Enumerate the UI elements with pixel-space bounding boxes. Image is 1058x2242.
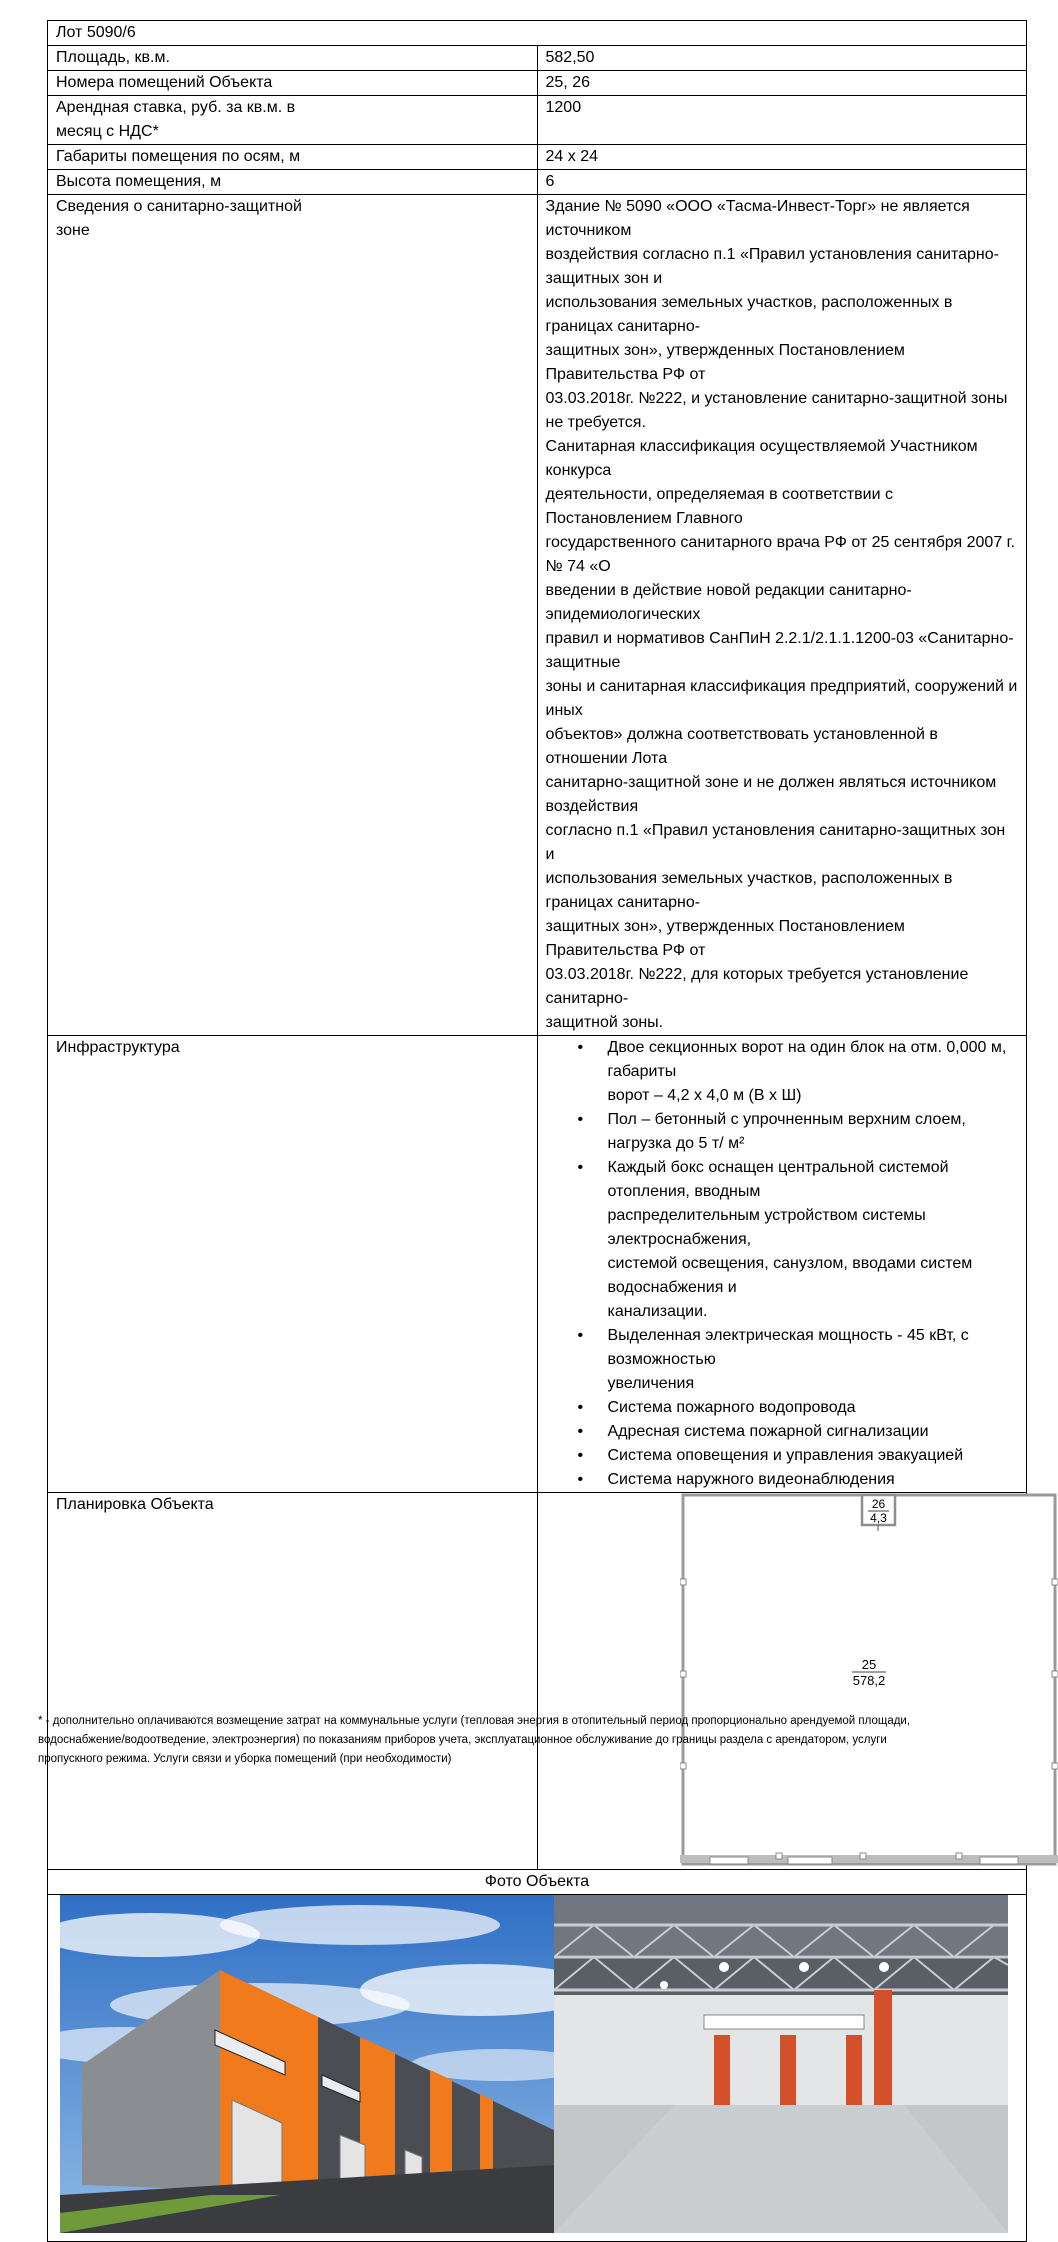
sanitary-line: Здание № 5090 «ООО «Тасма-Инвест-Торг» не является источником bbox=[546, 195, 1019, 243]
exterior-photo-image bbox=[60, 1895, 554, 2233]
infra-item bbox=[608, 1420, 1019, 1444]
interior-photo-image bbox=[554, 1895, 1008, 2233]
infra-item bbox=[608, 1156, 1019, 1324]
infra-list bbox=[546, 1036, 1019, 1492]
sanitary-line: 03.03.2018г. №222, и установление санитарно-защитной зоны не требуется. bbox=[546, 387, 1019, 435]
footnote-line: пропускного режима. Услуги связи и уборка помещений (при необходимости) bbox=[38, 1750, 1036, 1769]
sanitary-row bbox=[48, 195, 1027, 1036]
sanitary-line: правил и нормативов СанПиН 2.2.1/2.1.1.1200-03 «Санитарно-защитные bbox=[546, 627, 1019, 675]
column-mark bbox=[1052, 1579, 1058, 1585]
gate-right bbox=[980, 1857, 1018, 1864]
plan-cell bbox=[537, 1493, 1027, 1870]
dims-row bbox=[48, 145, 1027, 170]
sanitary-line: защитной зоны. bbox=[546, 1011, 1019, 1035]
photos-cell bbox=[48, 1895, 1027, 2242]
rate-label bbox=[48, 96, 538, 145]
rooms-value: 25, 26 bbox=[537, 71, 1027, 96]
orange-panel bbox=[430, 2070, 452, 2176]
footnote-line: * - дополнительно оплачиваются возмещение затрат на коммунальные услуги (тепловая энергия в отопительный период пропорционально арендуемой площади, bbox=[38, 1712, 1036, 1731]
rate-row bbox=[48, 96, 1027, 145]
exterior-photo bbox=[60, 1895, 554, 2233]
floor-plan bbox=[680, 1493, 1058, 1869]
sanitary-line: воздействия согласно п.1 «Правил установления санитарно-защитных зон и bbox=[546, 243, 1019, 291]
orange-column bbox=[846, 2035, 862, 2115]
rooms-row bbox=[48, 71, 1027, 96]
column-mark bbox=[680, 1671, 686, 1677]
sanitary-label bbox=[48, 195, 538, 1036]
sanitary-line: согласно п.1 «Правил установления санитарно-защитных зон и bbox=[546, 819, 1019, 867]
infra-list-cell bbox=[537, 1036, 1027, 1493]
footnote-line: водоснабжение/водоотведение, электроэнергия) по показаниям приборов учета, эксплуатационное обслуживание до границы раздела с арендатором, услуги bbox=[38, 1731, 1036, 1750]
infra-item-line: • Система пожарного водопровода bbox=[608, 1396, 1019, 1420]
lot-title: Лот 5090/6 bbox=[48, 21, 1027, 46]
sanitary-line: введении в действие новой редакции санитарно-эпидемиологических bbox=[546, 579, 1019, 627]
interior-photo bbox=[554, 1895, 1008, 2233]
infra-item bbox=[608, 1396, 1019, 1420]
door-bottom bbox=[788, 1857, 832, 1864]
sanitary-line: использования земельных участков, расположенных в границах санитарно- bbox=[546, 867, 1019, 915]
lot-sheet bbox=[47, 20, 1027, 2242]
room-26-number: 26 bbox=[871, 1497, 885, 1511]
sanitary-line: использования земельных участков, расположенных в границах санитарно- bbox=[546, 291, 1019, 339]
column-mark bbox=[680, 1579, 686, 1585]
room-25-area: 578,2 bbox=[852, 1673, 885, 1688]
sanitary-line: санитарно-защитной зоне и не должен являться источником воздействия bbox=[546, 771, 1019, 819]
sanitary-line: объектов» должна соответствовать установленной в отношении Лота bbox=[546, 723, 1019, 771]
infra-item bbox=[608, 1324, 1019, 1396]
sanitary-line: зоны и санитарная классификация предприятий, сооружений и иных bbox=[546, 675, 1019, 723]
infra-item bbox=[608, 1468, 1019, 1492]
infra-item-line: • Каждый бокс оснащен центральной системой отопления, вводным bbox=[608, 1156, 1019, 1204]
photos-row bbox=[48, 1895, 1027, 2242]
dims-value: 24 х 24 bbox=[537, 145, 1027, 170]
rate-value: 1200 bbox=[537, 96, 1027, 145]
gate-left bbox=[710, 1857, 748, 1864]
sanitary-line: государственного санитарного врача РФ от 25 сентября 2007 г. № 74 «О bbox=[546, 531, 1019, 579]
sanitary-label-line: зоне bbox=[56, 219, 529, 243]
footnote bbox=[38, 1712, 1036, 1769]
plan-row bbox=[48, 1493, 1027, 1870]
plan-label: Планировка Объекта bbox=[48, 1493, 538, 1870]
room-25-number: 25 bbox=[861, 1657, 875, 1672]
infra-item-line: • Система наружного видеонаблюдения bbox=[608, 1468, 1019, 1492]
ceiling-lamp bbox=[799, 1962, 809, 1972]
height-row bbox=[48, 170, 1027, 195]
infra-item-line: распределительным устройством системы электроснабжения, bbox=[608, 1204, 1019, 1252]
infra-row bbox=[48, 1036, 1027, 1493]
ceiling-lamp bbox=[719, 1962, 729, 1972]
column-mark bbox=[860, 1853, 866, 1859]
ceiling-lamp bbox=[879, 1962, 889, 1972]
photo-header: Фото Объекта bbox=[48, 1870, 1027, 1895]
orange-column bbox=[714, 2035, 730, 2115]
column-mark bbox=[776, 1853, 782, 1859]
lot-table bbox=[47, 20, 1027, 2242]
column-mark bbox=[956, 1853, 962, 1859]
dims-label: Габариты помещения по осям, м bbox=[48, 145, 538, 170]
infra-item-line: • Система оповещения и управления эвакуацией bbox=[608, 1444, 1019, 1468]
column-mark bbox=[1052, 1763, 1058, 1769]
sanitary-line: защитных зон», утвержденных Постановлением Правительства РФ от bbox=[546, 339, 1019, 387]
sanitary-line: деятельности, определяемая в соответствии с Постановлением Главного bbox=[546, 483, 1019, 531]
infra-item-line: увеличения bbox=[608, 1372, 1019, 1396]
area-row bbox=[48, 46, 1027, 71]
infra-item-line: • Двое секционных ворот на один блок на отм. 0,000 м, габариты bbox=[608, 1036, 1019, 1084]
orange-column bbox=[780, 2035, 796, 2115]
sanitary-line: 03.03.2018г. №222, для которых требуется установление санитарно- bbox=[546, 963, 1019, 1011]
lot-title-row bbox=[48, 21, 1027, 46]
infra-item-line: системой освещения, санузлом, вводами систем водоснабжения и bbox=[608, 1252, 1019, 1300]
rate-label-line: Арендная ставка, руб. за кв.м. в bbox=[56, 96, 529, 120]
sanitary-line: защитных зон», утвержденных Постановлением Правительства РФ от bbox=[546, 915, 1019, 963]
infra-item-line: • Выделенная электрическая мощность - 45 кВт, с возможностью bbox=[608, 1324, 1019, 1372]
height-label: Высота помещения, м bbox=[48, 170, 538, 195]
cloud bbox=[220, 1905, 500, 1945]
photo-header-row bbox=[48, 1870, 1027, 1895]
column-mark bbox=[1052, 1671, 1058, 1677]
ceiling-lamp bbox=[660, 1981, 668, 1989]
orange-panel bbox=[480, 2094, 493, 2172]
area-value: 582,50 bbox=[537, 46, 1027, 71]
infra-item-line: ворот – 4,2 х 4,0 м (В х Ш) bbox=[608, 1084, 1019, 1108]
infra-item-line: • Адресная система пожарной сигнализации bbox=[608, 1420, 1019, 1444]
room-26-area: 4,3 bbox=[870, 1511, 887, 1525]
sanitary-line: Санитарная классификация осуществляемой Участником конкурса bbox=[546, 435, 1019, 483]
sanitary-label-line: Сведения о санитарно-защитной bbox=[56, 195, 529, 219]
infra-item bbox=[608, 1036, 1019, 1108]
infra-label: Инфраструктура bbox=[48, 1036, 538, 1493]
infra-item-line: канализации. bbox=[608, 1300, 1019, 1324]
area-label: Площадь, кв.м. bbox=[48, 46, 538, 71]
rate-label-line: месяц с НДС* bbox=[56, 120, 529, 144]
infra-item bbox=[608, 1108, 1019, 1156]
height-value: 6 bbox=[537, 170, 1027, 195]
rooms-label: Номера помещений Объекта bbox=[48, 71, 538, 96]
sanitary-text bbox=[537, 195, 1027, 1036]
infra-item-line: • Пол – бетонный с упрочненным верхним слоем, нагрузка до 5 т/ м² bbox=[608, 1108, 1019, 1156]
back-windows bbox=[704, 2015, 864, 2029]
infra-item bbox=[608, 1444, 1019, 1468]
